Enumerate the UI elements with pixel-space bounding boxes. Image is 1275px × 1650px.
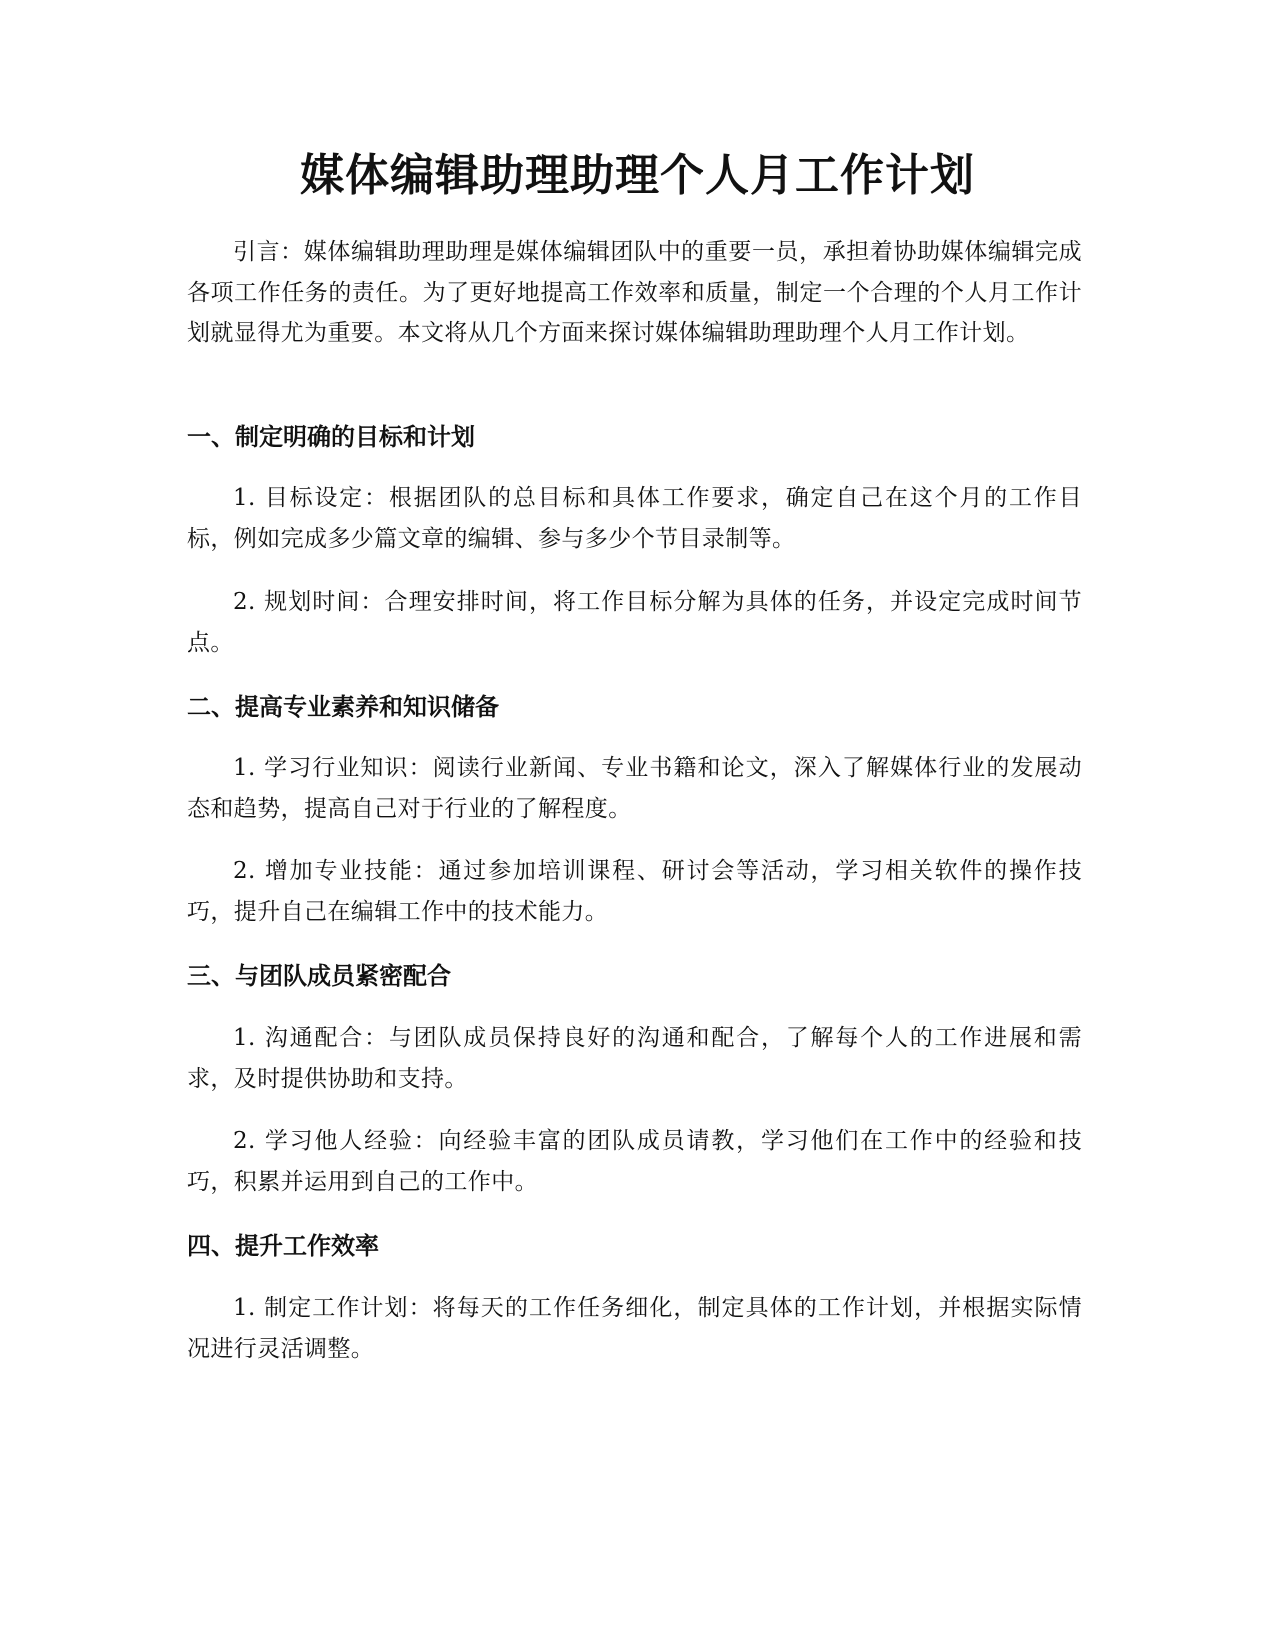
- section-heading-1: 一、制定明确的目标和计划: [187, 423, 475, 451]
- section-heading-2: 二、提高专业素养和知识储备: [187, 693, 499, 721]
- section-1-item-2: 2. 规划时间：合理安排时间，将工作目标分解为具体的任务，并设定完成时间节点。: [187, 589, 1082, 656]
- intro-paragraph: 引言：媒体编辑助理助理是媒体编辑团队中的重要一员，承担着协助媒体编辑完成各项工作任务的责任。为了更好地提高工作效率和质量，制定一个合理的个人月工作计划就显得尤为重要。本文将从几个方面来探讨媒体编辑助理助理个人月工作计划。: [187, 239, 1082, 346]
- section-heading-3: 三、与团队成员紧密配合: [187, 962, 451, 990]
- section-heading-4: 四、提升工作效率: [187, 1232, 379, 1260]
- document-title: 媒体编辑助理助理个人月工作计划: [300, 150, 975, 201]
- section-1-item-1: 1. 目标设定：根据团队的总目标和具体工作要求，确定自己在这个月的工作目标，例如完成多少篇文章的编辑、参与多少个节目录制等。: [187, 485, 1082, 552]
- section-2-item-2: 2. 增加专业技能：通过参加培训课程、研讨会等活动，学习相关软件的操作技巧，提升自己在编辑工作中的技术能力。: [187, 858, 1082, 925]
- section-2-item-1: 1. 学习行业知识：阅读行业新闻、专业书籍和论文，深入了解媒体行业的发展动态和趋势，提高自己对于行业的了解程度。: [187, 755, 1082, 822]
- section-3-item-2: 2. 学习他人经验：向经验丰富的团队成员请教，学习他们在工作中的经验和技巧，积累并运用到自己的工作中。: [187, 1128, 1082, 1195]
- section-4-item-1: 1. 制定工作计划：将每天的工作任务细化，制定具体的工作计划，并根据实际情况进行灵活调整。: [187, 1295, 1082, 1362]
- section-3-item-1: 1. 沟通配合：与团队成员保持良好的沟通和配合，了解每个人的工作进展和需求，及时提供协助和支持。: [187, 1025, 1082, 1092]
